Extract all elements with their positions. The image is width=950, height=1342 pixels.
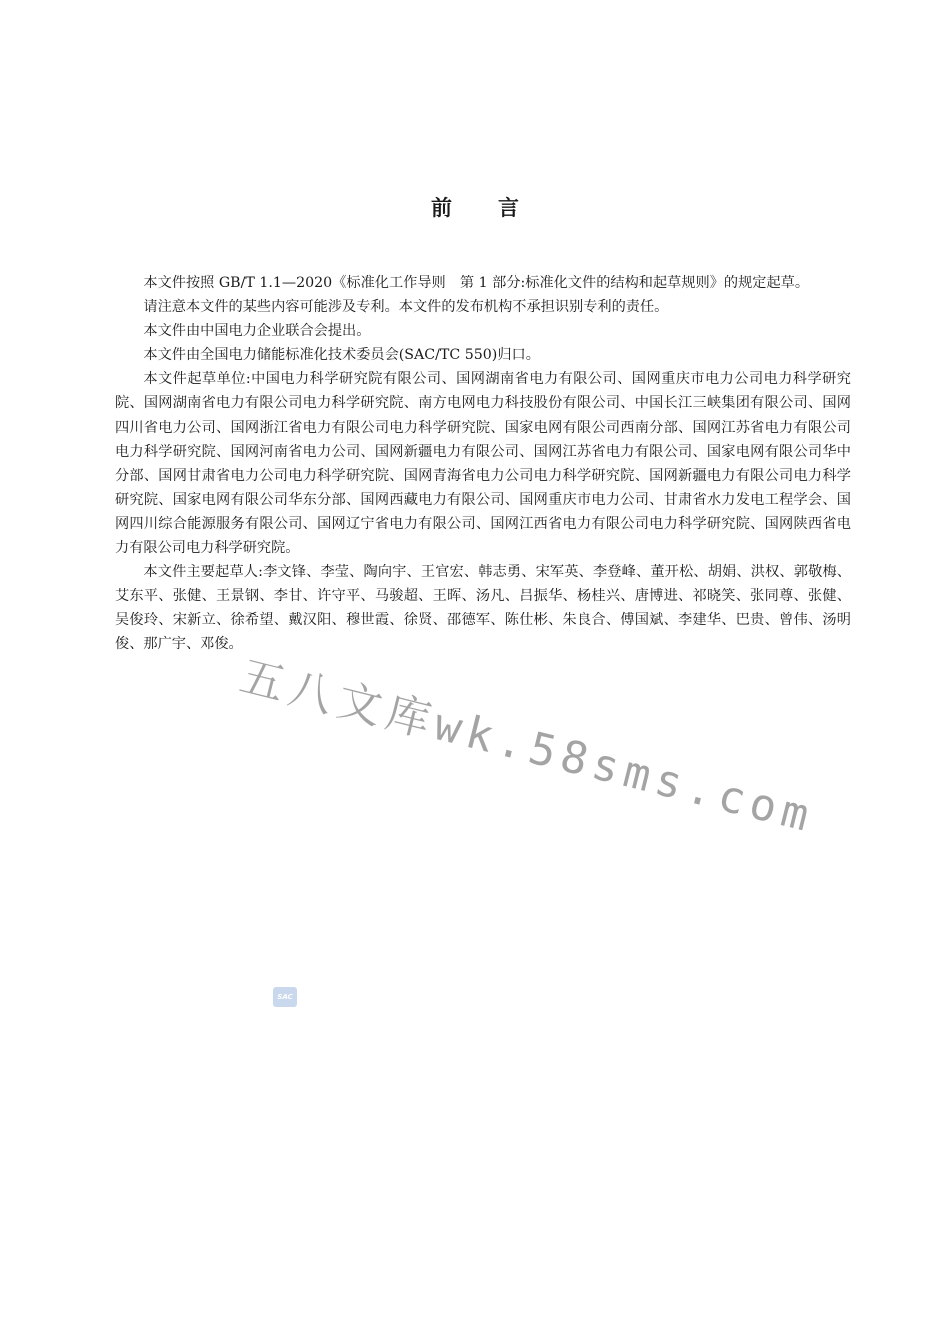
- paragraph-committee: 本文件由全国电力储能标准化技术委员会(SAC/TC 550)归口。: [143, 347, 540, 364]
- watermark: 五八文库wk.58sms.com: [235, 650, 820, 843]
- foreword-body: [115, 271, 851, 657]
- paragraph-drafters: 本文件主要起草人:李文锋、李莹、陶向宇、王官宏、韩志勇、宋军英、李登峰、董开松、胡娟、洪权、郭敬梅、艾东平、张健、王景钢、李甘、许守平、马骏超、王晖、汤凡、吕振华、杨桂兴、唐博进、祁晓笑、张同尊、张健、吴俊玲、宋新立、徐希望、戴汉阳、穆世霞、徐贤、邵德军、陈仕彬、朱良合、傅国斌、李建华、巴贵、曾伟、汤明俊、那广宇、邓俊。: [115, 564, 851, 653]
- paragraph-drafting-rules: 本文件按照 GB/T 1.1—2020《标准化工作导则 第 1 部分:标准化文件的结构和起草规则》的规定起草。: [143, 275, 810, 291]
- paragraph-proposer: 本文件由中国电力企业联合会提出。: [143, 323, 371, 340]
- paragraph-patent-notice: 请注意本文件的某些内容可能涉及专利。本文件的发布机构不承担识别专利的责任。: [143, 299, 669, 316]
- sac-logo: SAC: [273, 987, 297, 1007]
- page-title: 前言: [431, 196, 565, 220]
- paragraph-drafting-units: 本文件起草单位:中国电力科学研究院有限公司、国网湖南省电力有限公司、国网重庆市电力公司电力科学研究院、国网湖南省电力有限公司电力科学研究院、南方电网电力科技股份有限公司、中国长江三峡集团有限公司、国网四川省电力公司、国网浙江省电力有限公司电力科学研究院、国家电网有限公司西南分部、国网江苏省电力有限公司电力科学研究院、国网河南省电力公司、国网新疆电力有限公司、国网江苏省电力有限公司、国家电网有限公司华中分部、国网甘肃省电力公司电力科学研究院、国网青海省电力公司电力科学研究院、国网新疆电力有限公司电力科学研究院、国家电网有限公司华东分部、国网西藏电力有限公司、国网重庆市电力公司、甘肃省水力发电工程学会、国网四川综合能源服务有限公司、国网辽宁省电力有限公司、国网江西省电力有限公司电力科学研究院、国网陕西省电力有限公司电力科学研究院。: [115, 371, 851, 557]
